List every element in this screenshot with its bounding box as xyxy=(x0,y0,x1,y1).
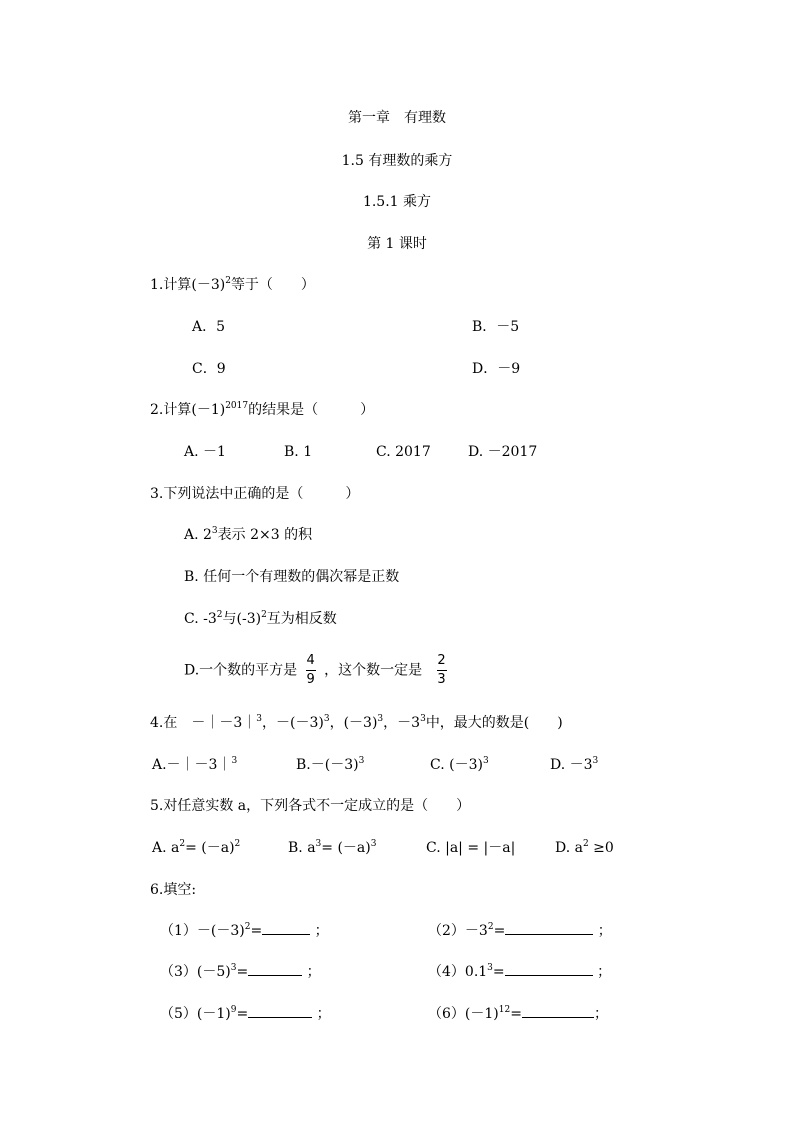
fill-item-6: $(6)(-1)^{12}=$ ； xyxy=(428,1005,608,1022)
question-1-option-b: B．－5 xyxy=(472,319,520,335)
fill-item-2: $(2)-3^2=$ ； xyxy=(428,922,612,939)
answer-blank-6[interactable] xyxy=(522,1005,594,1018)
answer-blank-2[interactable] xyxy=(505,922,593,935)
fraction-four-ninths: $\frac{4}{9}$ xyxy=(306,653,315,687)
fill-item-4: $(4)0.1^3=$ ； xyxy=(428,963,612,980)
question-4-option-d: D. $-3^3$ xyxy=(550,756,599,773)
question-5-option-a: A. $a^2= (-a)^2$ xyxy=(152,839,241,856)
question-4-option-b: $B.-(-3)^3$ xyxy=(296,756,365,773)
lesson-title: 第 1 课时 xyxy=(367,236,427,252)
question-1-option-c: C．9 xyxy=(192,361,226,377)
question-1-stem: 1.计算$(-3)^2$等于（ ） xyxy=(150,276,315,293)
question-6-stem: 6.填空: xyxy=(150,882,197,898)
question-5-option-d: D. $a^2 \ge 0$ xyxy=(555,839,614,856)
question-3-option-b: B. 任何一个有理数的偶次幂是正数 xyxy=(184,569,400,585)
fill-item-3: $(3)(-5)^3=$ ； xyxy=(160,963,321,980)
question-2-option-d: D. －2017 xyxy=(468,444,538,460)
question-1-option-a: A．5 xyxy=(192,319,226,335)
question-4-option-c: C. $(-3)^3$ xyxy=(430,756,489,773)
section-title: 1.5 有理数的乘方 xyxy=(341,153,453,169)
answer-blank-3[interactable] xyxy=(248,963,302,976)
question-2-option-a: A. －1 xyxy=(184,444,226,460)
fill-item-1: $(1)-(-3)^2=$ ； xyxy=(160,922,329,939)
answer-blank-5[interactable] xyxy=(248,1005,312,1018)
chapter-title: 第一章 有理数 xyxy=(348,110,446,126)
question-4-option-a: A.－｜－3｜$^3$ xyxy=(152,756,238,773)
question-3-option-c: C. $-3^2$与$(-3)^2$互为相反数 xyxy=(184,610,337,627)
fraction-two-thirds: $\frac{2}{3}$ xyxy=(437,653,446,687)
question-5-option-c: C. |a| = |－a| xyxy=(426,840,516,856)
question-3-option-a: A. $2^3$表示 2×3 的积 xyxy=(184,526,313,543)
fill-item-5: $(5)(-1)^9=$ ； xyxy=(160,1005,331,1022)
question-2-option-b: B. 1 xyxy=(284,444,313,460)
question-4-stem: 4.在 －｜－3｜$^3$，$-(-3)^3$，$(-3)^3$，$-3^3$中，最大的数是( ) xyxy=(150,714,563,731)
subsection-title: 1.5.1 乘方 xyxy=(362,194,432,210)
question-5-option-b: B. $a^3= (-a)^3$ xyxy=(288,839,377,856)
answer-blank-1[interactable] xyxy=(262,922,310,935)
question-3-stem: 3.下列说法中正确的是（ ） xyxy=(150,486,360,502)
question-1-option-d: D．－9 xyxy=(472,361,521,377)
question-2-option-c: C. 2017 xyxy=(376,444,431,460)
question-5-stem: 5.对任意实数 a，下列各式不一定成立的是（ ） xyxy=(150,798,471,814)
question-3-option-d: D.一个数的平方是 $\frac{4}{9}$ ，这个数一定是 $\frac{2}{3}$ xyxy=(184,653,446,687)
answer-blank-4[interactable] xyxy=(505,963,593,976)
question-2-stem: 2.计算$(-1)^{2017}$的结果是（ ） xyxy=(150,401,375,418)
